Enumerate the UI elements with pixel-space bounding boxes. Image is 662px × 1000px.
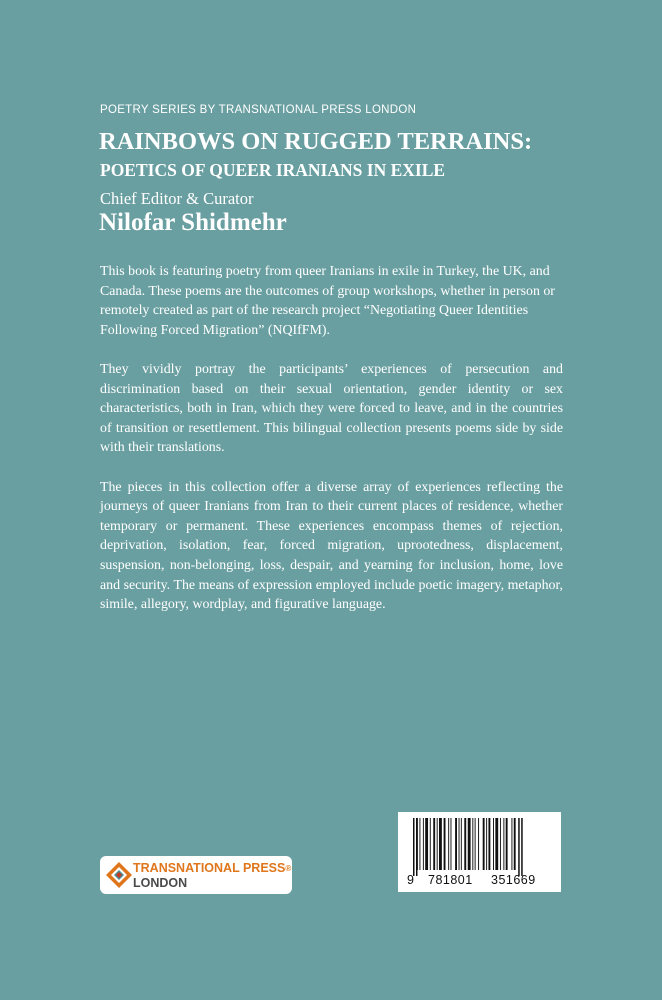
publisher-city: LONDON: [133, 876, 188, 890]
editor-name: Nilofar Shidmehr: [99, 209, 287, 236]
publisher-name: TRANSNATIONAL PRESS®: [133, 861, 292, 875]
diamond-logo-icon: [105, 861, 133, 889]
barcode-bars: [398, 812, 561, 892]
series-label: POETRY SERIES BY TRANSNATIONAL PRESS LONDON: [100, 104, 417, 116]
blurb-paragraph: This book is featuring poetry from queer Iranians in exile in Turkey, the UK, and Canada. These poems are the outcomes of group workshops, whether in person or remotely created as part of the research project “Negotiating Queer Identities Following Forced Migration” (NQIfFM).: [100, 264, 555, 338]
isbn-barcode: [398, 812, 561, 892]
blurb-paragraph: The pieces in this collection offer a diverse array of experiences reflecting the journeys of queer Iranians from Iran to their current places of residence, whether temporary or permanent. These experiences encompass themes of rejection, deprivation, isolation, fear, forced migration, uprootedness, displacement, suspension, non-belonging, loss, despair, and yearning for inclusion, home, love and security. The means of expression employed include poetic imagery, metaphor, simile, allegory, wordplay, and figurative language.: [100, 479, 563, 613]
isbn-group-1: 781801: [428, 873, 473, 887]
isbn-group-2: 351669: [491, 873, 536, 887]
blurb: [100, 262, 563, 634]
isbn-lead-digit: 9: [407, 873, 415, 887]
blurb-paragraph: They vividly portray the participants’ experiences of persecution and discrimination based on their sexual orientation, gender identity or sex characteristics, both in Iran, which they were forced to leave, and in the countries of transition or resettlement. This bilingual collection presents poems side by side with their translations.: [100, 361, 563, 456]
book-subtitle: POETICS OF QUEER IRANIANS IN EXILE: [100, 160, 446, 180]
registered-mark: ®: [285, 864, 292, 873]
book-title: RAINBOWS ON RUGGED TERRAINS:: [99, 128, 533, 155]
editor-role: Chief Editor & Curator: [100, 189, 254, 208]
publisher-logo: [100, 856, 292, 894]
